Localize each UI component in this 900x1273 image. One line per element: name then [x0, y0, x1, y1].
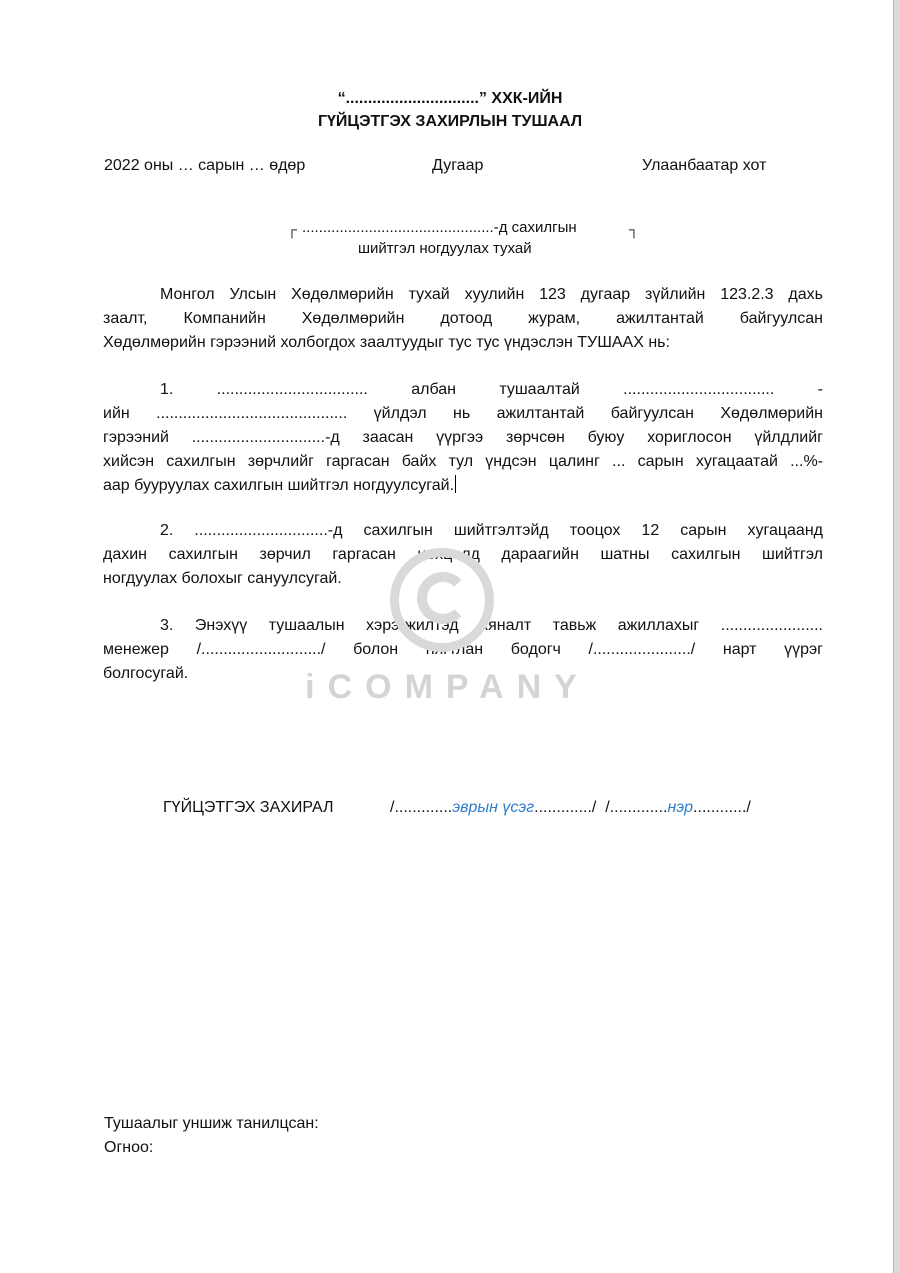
- order-item-1: [103, 378, 823, 498]
- item-line: менежер /.........................../ болон нягтлан бодогч /....................../ нарт үүрэг: [103, 641, 823, 658]
- watermark-text: iCOMPANY: [305, 668, 590, 706]
- subject-line2: шийтгэл ногдуулах тухай: [358, 240, 532, 257]
- signature-name-placeholder: нэр: [667, 799, 694, 816]
- footer-read-ack: Тушаалыг уншиж танилцсан:: [104, 1115, 319, 1132]
- item-line: ногдуулах болохыг сануулсугай.: [103, 570, 342, 587]
- subject-bracket-right: ┐: [629, 221, 639, 237]
- page-edge-shadow: [894, 0, 900, 1273]
- preamble-line: заалт, Компанийн Хөдөлмөрийн дотоод журам, ажилтантай байгуулсан: [103, 310, 823, 327]
- signature-lines: [390, 799, 751, 817]
- footer-date: Огноо:: [104, 1139, 154, 1156]
- item-line: ийн ........................................... үйлдэл нь ажилтантай байгуулсан Хөдөлмөрийн: [103, 405, 823, 422]
- item-line: 3. Энэхүү тушаалын хэрэгжилтэд хяналт тавьж ажиллахыг .......................: [160, 617, 823, 634]
- item-line: гэрээний ..............................-д заасан үүргээ зөрчсөн буюу хориглосон үйлдлийг: [103, 429, 823, 446]
- order-date: 2022 оны … сарын … өдөр: [104, 157, 306, 174]
- subject-line1: ..............................................-д сахилгын: [302, 219, 577, 236]
- item-line: 2. ..............................-д сахилгын шийтгэлтэйд тооцох 12 сарын хугацаанд: [160, 522, 823, 539]
- item-line: болгосугай.: [103, 665, 189, 682]
- item-line: аар бууруулах сахилгын шийтгэл ногдуулсугай.: [103, 477, 455, 494]
- signature-initial-placeholder: эврын үсэг: [452, 799, 535, 816]
- preamble-line: Хөдөлмөрийн гэрээний холбогдох заалтуудыг тус тус үндэслэн ТУШААХ нь:: [103, 334, 670, 351]
- item-line: 1. .................................. албан тушаалтай .................................. -: [160, 381, 823, 398]
- signature-dots: ............/: [693, 799, 751, 816]
- order-item-2: [103, 519, 823, 591]
- signature-title: ГҮЙЦЭТГЭХ ЗАХИРАЛ: [163, 799, 334, 816]
- signature-dots: /.............: [390, 799, 453, 816]
- subject-bracket-left: ┌: [287, 221, 297, 237]
- order-item-3: [103, 614, 823, 686]
- header-order-title: ГҮЙЦЭТГЭХ ЗАХИРЛЫН ТУШААЛ: [317, 113, 583, 130]
- text-cursor: [455, 475, 456, 493]
- preamble-line: Монгол Улсын Хөдөлмөрийн тухай хуулийн 123 дугаар зүйлийн 123.2.3 дахь: [160, 286, 823, 303]
- item-line: хийсэн сахилгын зөрчлийг гаргасан байх тул үндсэн цалинг ... сарын хугацаатай ...%-: [103, 453, 823, 470]
- preamble-paragraph: [103, 283, 823, 355]
- item-line: дахин сахилгын зөрчил гаргасан нөхцөлд дараагийн шатны сахилгын шийтгэл: [103, 546, 823, 563]
- header-company-line: “..............................” ХХК-ИЙН: [337, 90, 563, 107]
- signature-dots: /.............: [605, 799, 668, 816]
- order-place: Улаанбаатар хот: [642, 157, 767, 174]
- signature-dots: ............./: [534, 799, 597, 816]
- order-number-label: Дугаар: [432, 157, 484, 174]
